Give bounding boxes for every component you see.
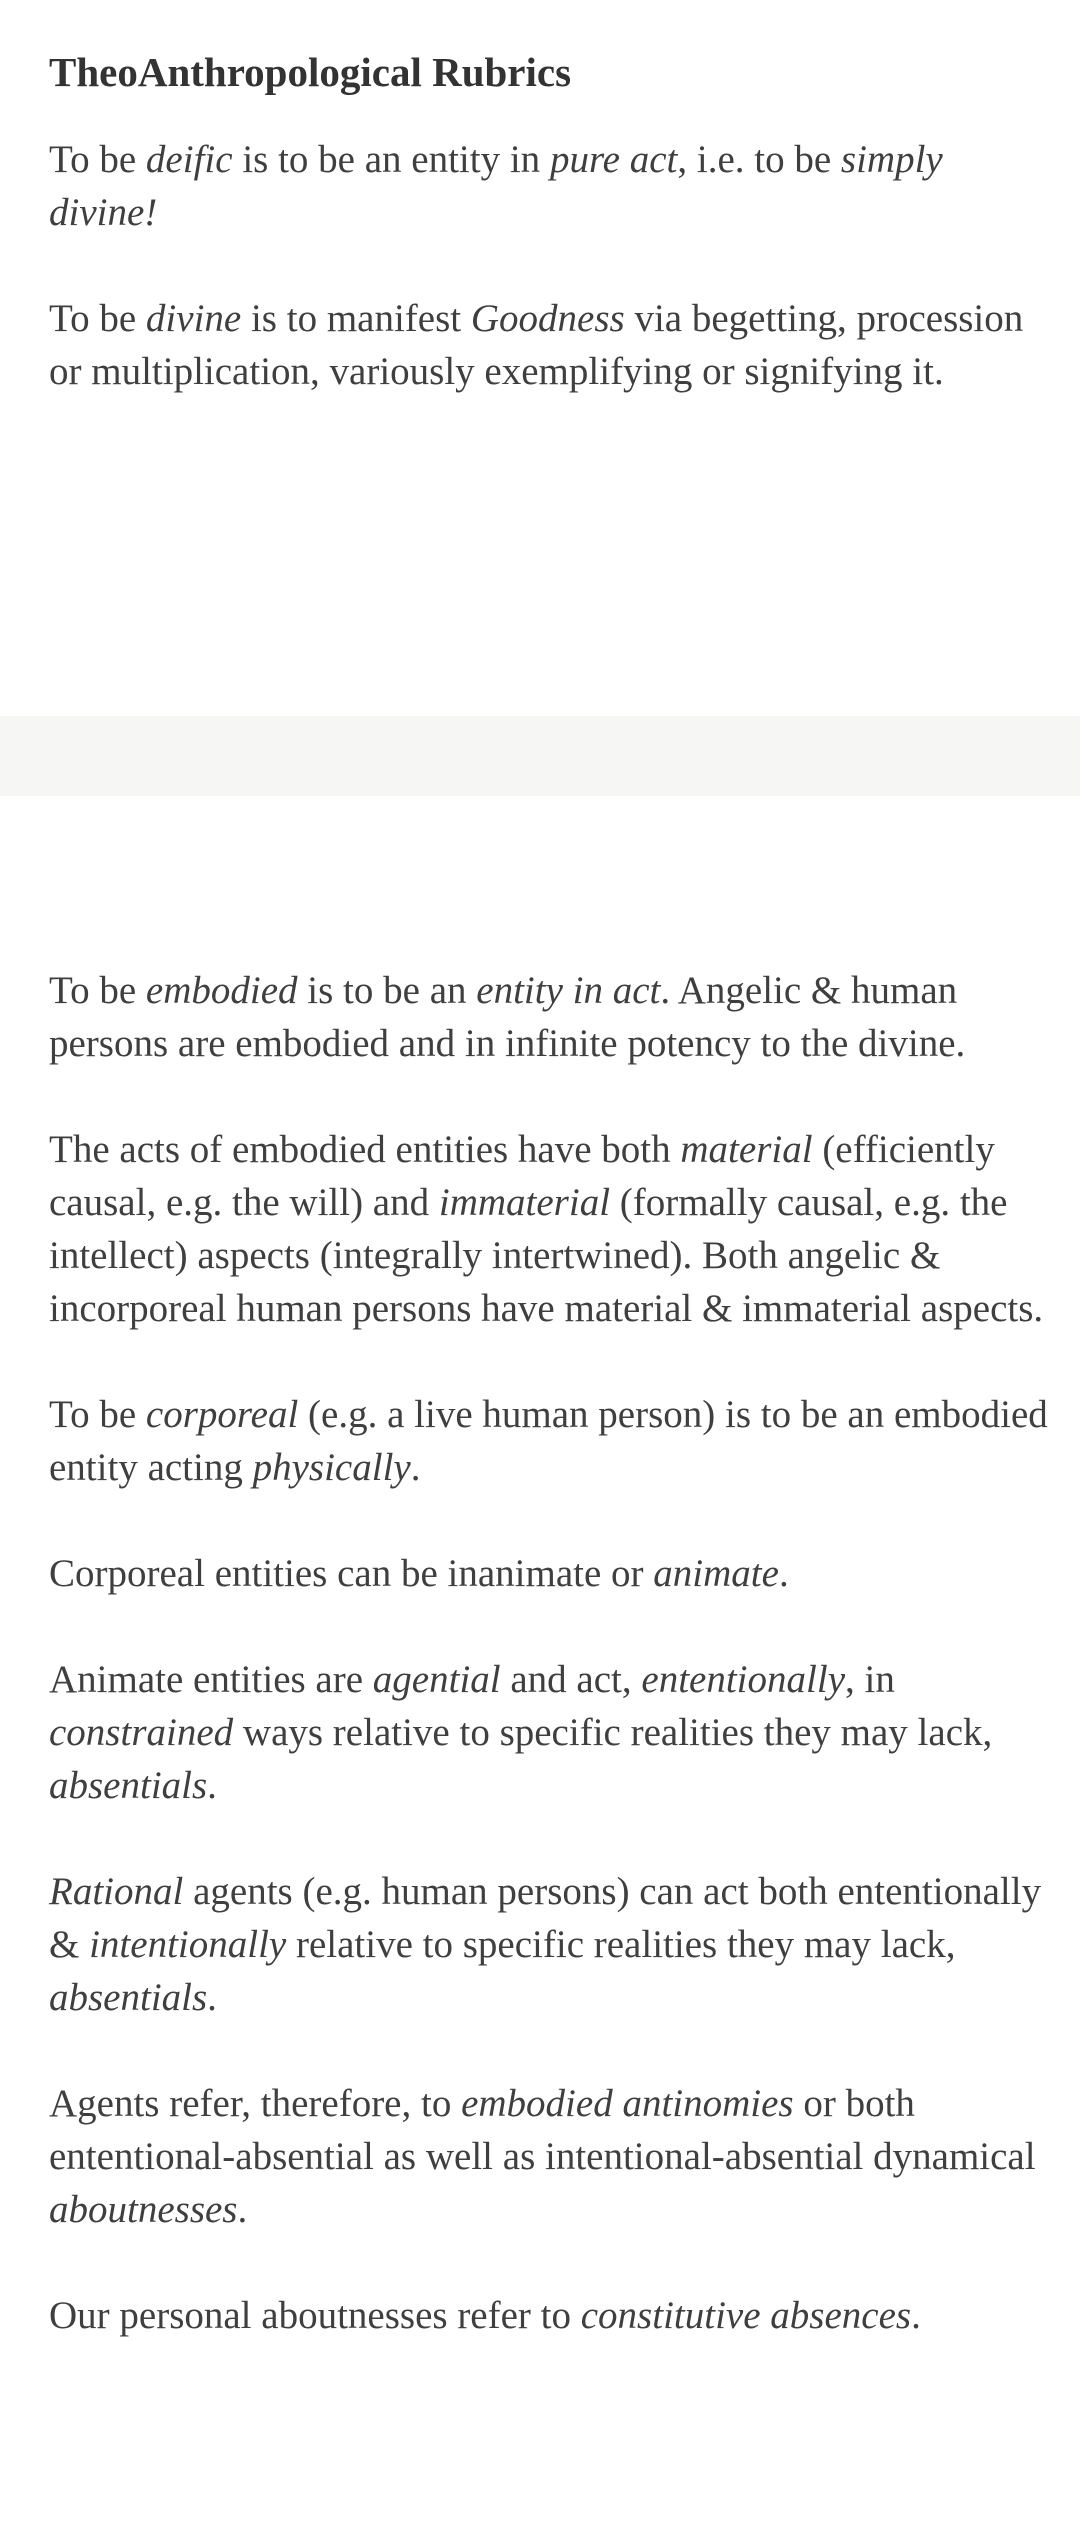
emphasis-term: aboutnesses bbox=[49, 2188, 238, 2231]
text-run: ways relative to specific realities they may lack, bbox=[233, 1711, 993, 1754]
paragraph-rational bbox=[49, 1865, 1059, 2024]
text-run: agents (e.g. human persons) can act both ententionally & bbox=[49, 1870, 1042, 1966]
emphasis-term: entity in act bbox=[476, 969, 661, 1012]
page-title: TheoAnthropological Rubrics bbox=[49, 49, 572, 95]
text-run: Our personal aboutnesses refer to bbox=[49, 2294, 581, 2337]
rubrics-bottom-section bbox=[49, 964, 1059, 2342]
emphasis-term: ententionally bbox=[641, 1658, 845, 1701]
text-run: via begetting, procession or multiplication, variously exemplifying or signifying it. bbox=[49, 297, 1024, 393]
paragraph-deific bbox=[49, 133, 1059, 239]
emphasis-term: deific bbox=[145, 138, 233, 181]
paragraph-corporeal bbox=[49, 1388, 1059, 1494]
text-run: is to be an entity in bbox=[232, 138, 550, 181]
text-run: To be bbox=[49, 1393, 146, 1436]
text-run: . bbox=[207, 1976, 217, 2019]
emphasis-term: physically bbox=[252, 1446, 411, 1489]
emphasis-term: material bbox=[680, 1128, 813, 1171]
text-run: , in bbox=[845, 1658, 895, 1701]
rubrics-top-section bbox=[49, 133, 1059, 398]
emphasis-term: embodied bbox=[145, 969, 298, 1012]
emphasis-term: corporeal bbox=[145, 1393, 299, 1436]
text-run: The acts of embodied entities have both bbox=[49, 1128, 681, 1171]
text-run: . bbox=[778, 1552, 789, 1595]
text-run: . bbox=[237, 2188, 248, 2231]
emphasis-term: immaterial bbox=[438, 1181, 611, 1224]
text-run: relative to specific realities they may lack, bbox=[286, 1923, 956, 1966]
text-run: is to manifest bbox=[241, 297, 471, 340]
paragraph-acts bbox=[49, 1123, 1059, 1335]
paragraph-embodied bbox=[49, 964, 1059, 1070]
paragraph-agential bbox=[49, 1653, 1059, 1812]
emphasis-term: pure act bbox=[549, 138, 678, 181]
emphasis-term: absentials bbox=[49, 1764, 208, 1807]
text-run: . Angelic & human persons are embodied and in infinite potency to the divine. bbox=[49, 969, 966, 1065]
paragraph-aboutnesses bbox=[49, 2289, 1059, 2342]
emphasis-term: constrained bbox=[49, 1711, 234, 1754]
text-run: Agents refer, therefore, to bbox=[49, 2082, 462, 2125]
section-divider-band bbox=[0, 716, 1080, 796]
text-run: (efficiently causal, e.g. the will) and bbox=[49, 1128, 995, 1224]
emphasis-term: intentionally bbox=[89, 1923, 287, 1966]
paragraph-animate bbox=[49, 1547, 1059, 1600]
text-run: (formally causal, e.g. the intellect) aspects (integrally intertwined). Both angelic & incorporeal human persons have material & immaterial aspects. bbox=[49, 1181, 1044, 1330]
emphasis-term: animate bbox=[653, 1552, 779, 1595]
emphasis-term: absentials bbox=[49, 1976, 208, 2019]
emphasis-term: Rational bbox=[49, 1870, 184, 1913]
emphasis-term: constitutive absences bbox=[580, 2294, 912, 2337]
text-run: . bbox=[207, 1764, 217, 1807]
text-run: To be bbox=[49, 138, 146, 181]
text-run: is to be an bbox=[297, 969, 477, 1012]
text-run: . bbox=[410, 1446, 421, 1489]
text-run: and act, bbox=[500, 1658, 642, 1701]
paragraph-divine bbox=[49, 292, 1059, 398]
text-run: (e.g. a live human person) is to be an embodied entity acting bbox=[49, 1393, 1048, 1489]
text-run: To be bbox=[49, 297, 146, 340]
text-run: To be bbox=[49, 969, 146, 1012]
text-run: Corporeal entities can be inanimate or bbox=[49, 1552, 654, 1595]
text-run: Animate entities are bbox=[49, 1658, 373, 1701]
text-run: . bbox=[911, 2294, 921, 2337]
text-run: or both ententional-absential as well as intentional-absential dynamical bbox=[49, 2082, 1036, 2178]
emphasis-term: agential bbox=[372, 1658, 501, 1701]
paragraph-antinomies bbox=[49, 2077, 1059, 2236]
emphasis-term: simply divine! bbox=[49, 138, 943, 234]
text-run: , i.e. to be bbox=[677, 138, 841, 181]
emphasis-term: divine bbox=[145, 297, 242, 340]
emphasis-term: embodied antinomies bbox=[461, 2082, 794, 2125]
emphasis-term: Goodness bbox=[470, 297, 625, 340]
